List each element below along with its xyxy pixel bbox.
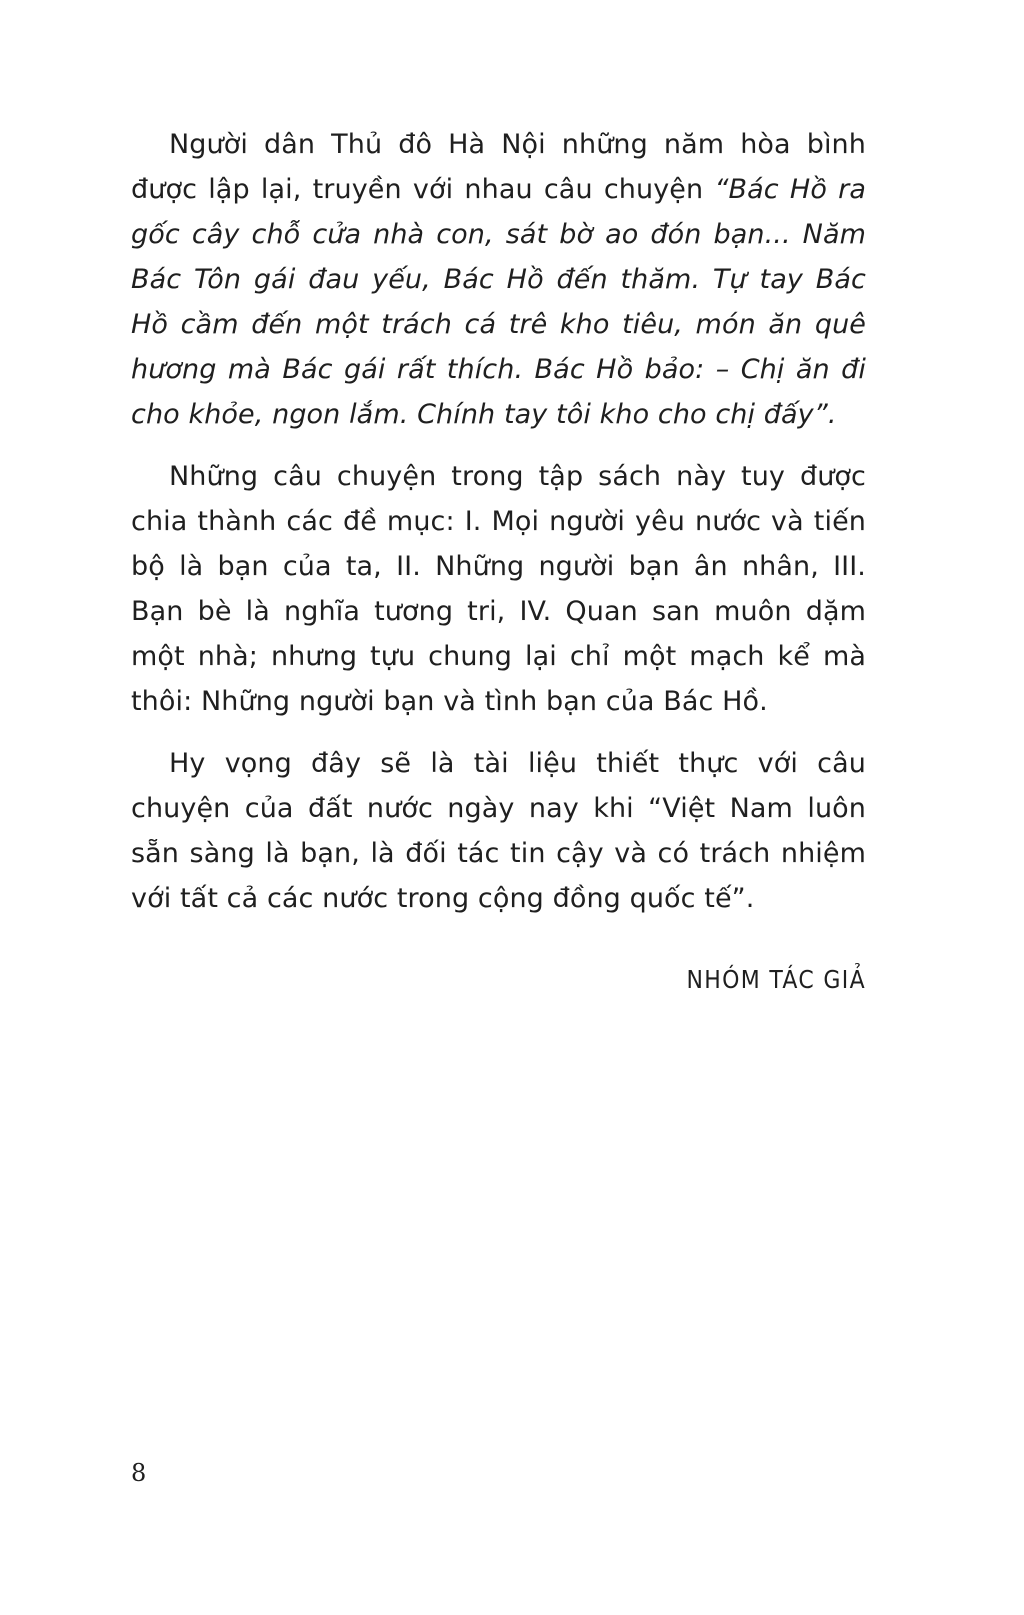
page-number: 8 bbox=[131, 1459, 147, 1487]
body-text bbox=[131, 122, 866, 938]
paragraph-2-text: Những câu chuyện trong tập sách này tuy được chia thành các đề mục: I. Mọi người yêu nước và tiến bộ là bạn của ta, II. Những người bạn ân nhân, III. Bạn bè là nghĩa tương tri, IV. Quan san muôn dặm một nhà; nhưng tựu chung lại chỉ một mạch kể mà thôi: Những người bạn và tình bạn của Bác Hồ. bbox=[131, 461, 866, 717]
author-signature: NHÓM TÁC GIẢ bbox=[686, 965, 866, 994]
paragraph-3-text: Hy vọng đây sẽ là tài liệu thiết thực với câu chuyện của đất nước ngày nay khi “Việt Nam luôn sẵn sàng là bạn, là đối tác tin cậy và có trách nhiệm với tất cả các nước trong cộng đồng quốc tế”. bbox=[131, 748, 866, 914]
paragraph-1-text: Người dân Thủ đô Hà Nội những năm hòa bình được lập lại, truyền với nhau câu chuyện bbox=[131, 129, 866, 205]
paragraph-1 bbox=[131, 122, 866, 437]
paragraph-1-quote: “Bác Hồ ra gốc cây chỗ cửa nhà con, sát bờ ao đón bạn... Năm Bác Tôn gái đau yếu, Bác Hồ đến thăm. Tự tay Bác Hồ cầm đến một trách cá trê kho tiêu, món ăn quê hương mà Bác gái rất thích. Bác Hồ bảo: – Chị ăn đi cho khỏe, ngon lắm. Chính tay tôi kho cho chị đấy”. bbox=[131, 174, 866, 430]
paragraph-3 bbox=[131, 741, 866, 921]
paragraph-2 bbox=[131, 454, 866, 724]
